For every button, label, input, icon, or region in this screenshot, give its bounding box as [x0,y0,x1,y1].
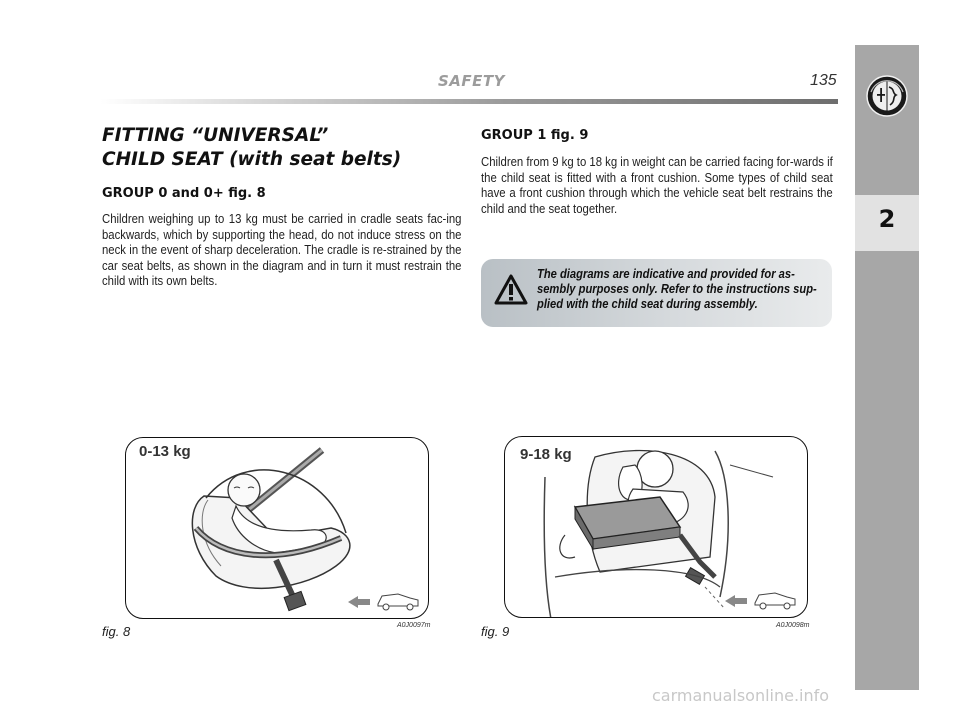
alfa-romeo-badge-icon [865,74,909,118]
group-1-paragraph: Children from 9 kg to 18 kg in weight can be carried facing for-wards if the child seat is fitted with a front cushion. Some types of child seat have a front cushion through which the vehicle seat belt restrains the child and the seat together. [481,154,833,216]
figure-9-label: fig. 9 [481,624,510,639]
section-title: SAFETY [438,72,505,90]
group-1-subheading: GROUP 1 fig. 9 [481,128,589,143]
car-direction-icon [725,593,795,609]
chapter-sidebar [855,45,919,690]
page-number: 135 [810,72,837,89]
warning-triangle-icon [494,274,528,305]
figure-9-frame [504,436,808,618]
site-watermark: carmanualsonline.info [652,686,830,705]
figure-9-weight: 9-18 kg [520,446,572,463]
forward-seat-illustration [505,437,808,618]
cradle-seat-illustration [126,438,429,619]
page-heading [102,124,462,172]
heading-line-1: FITTING “UNIVERSAL” [102,125,329,146]
heading-line-2: CHILD SEAT (with seat belts) [102,149,402,170]
group-0-subheading: GROUP 0 and 0+ fig. 8 [102,186,266,201]
figure-8-code: A0J0097m [397,622,431,629]
header-rule [100,99,838,104]
car-direction-icon [348,594,418,610]
figure-8-frame [125,437,429,619]
figure-8-weight: 0-13 kg [139,443,191,460]
figure-8-label: fig. 8 [102,624,131,639]
warning-text: The diagrams are indicative and provided for as-sembly purposes only. Refer to the instructions sup-plied with the child seat during assembly. [537,266,817,311]
figure-9-code: A0J0098m [776,622,810,629]
chapter-number: 2 [878,205,896,233]
group-0-paragraph: Children weighing up to 13 kg must be carried in cradle seats fac-ing backwards, which by supporting the head, do not induce stress on the neck in the event of sharp deceleration. The cradle is re-strained by the car seat belts, as shown in the diagram and in turn it must restrain the child with its own belts. [102,211,462,289]
